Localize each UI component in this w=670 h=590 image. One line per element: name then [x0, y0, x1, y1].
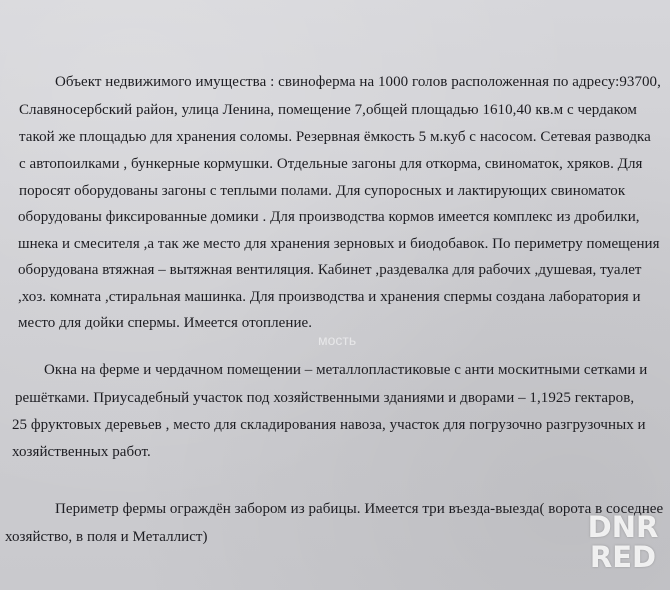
paragraph-1-line-1: Объект недвижимого имущества : свиноферма на 1000 голов расположенная по адресу:93700,	[55, 74, 661, 90]
paragraph-1-line-4: с автопоилками , бункерные кормушки. Отдельные загоны для откорма, свиноматок, хряков. Для	[19, 156, 643, 172]
paragraph-2-line-1: Окна на ферме и чердачном помещении – металлопластиковые с анти москитными сетками и	[44, 362, 648, 378]
paragraph-2-line-2: решётками. Приусадебный участок под хозяйственными зданиями и дворами – 1,1925 гектаров,	[15, 390, 635, 406]
paragraph-2-line-3: 25 фруктовых деревьев , место для складирования навоза, участок для погрузочно разгрузочных и	[12, 417, 646, 433]
dnr-red-logo	[582, 512, 664, 582]
logo-line-2: RED	[589, 540, 657, 574]
watermark: мость	[318, 332, 357, 348]
paragraph-3-line-1: Периметр фермы ограждён забором из рабицы. Имеется три въезда-выезда( ворота в соседнее	[55, 501, 664, 517]
paragraph-1-line-10: место для дойки спермы. Имеется отопление.	[18, 315, 313, 331]
paragraph-1-line-6: оборудованы фиксированные домики . Для производства кормов имеется комплекс из дробилки,	[18, 209, 640, 225]
paragraph-1-line-2: Славяносербский район, улица Ленина, помещение 7,общей площадью 1610,40 кв.м с чердаком	[19, 102, 637, 118]
paragraph-2-line-4: хозяйственных работ.	[12, 444, 151, 460]
logo-line-1: DNR	[587, 510, 659, 544]
paragraph-1-line-8: оборудована втяжная – вытяжная вентиляция. Кабинет ,раздевалка для рабочих ,душевая, туалет	[18, 262, 642, 278]
paragraph-1-line-5: поросят оборудованы загоны с теплыми полами. Для супоросных и лактирующих свиноматок	[19, 183, 626, 199]
paragraph-3-line-2: хозяйство, в поля и Металлист)	[5, 529, 208, 545]
paragraph-1-line-7: шнека и смесителя ,а так же место для хранения зерновых и биодобавок. По периметру помещения	[18, 236, 660, 252]
paragraph-1-line-3: такой же площадью для хранения соломы. Резервная ёмкость 5 м.куб с насосом. Сетевая разводка	[19, 129, 651, 145]
paragraph-1-line-9: ,хоз. комната ,стиральная машинка. Для производства и хранения спермы создана лаборатория и	[18, 289, 641, 305]
